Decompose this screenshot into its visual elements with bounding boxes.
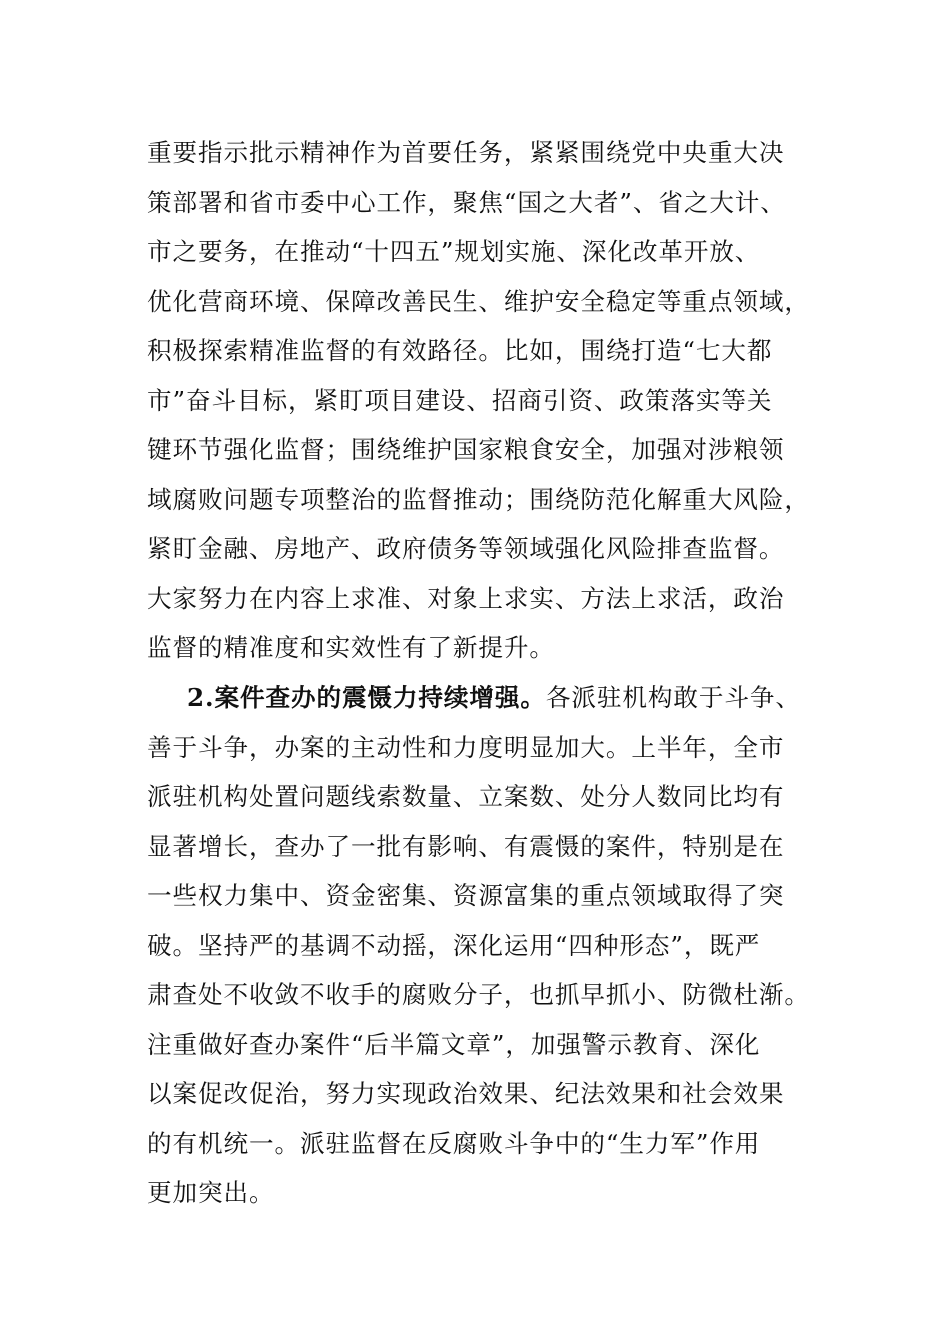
paragraph-line: 监督的精准度和实效性有了新提升。: [147, 633, 555, 662]
paragraph-line: 积极探索精准监督的有效路径。比如，围绕打造“七大都: [147, 336, 773, 365]
paragraph-line: 以案促改促治，努力实现政治效果、纪法效果和社会效果: [147, 1079, 785, 1108]
paragraph-line: 紧盯金融、房地产、政府债务等领域强化风险排查监督。: [147, 534, 785, 563]
paragraph-line: 显著增长，查办了一批有影响、有震慑的案件，特别是在: [147, 831, 785, 861]
paragraph-line: 键环节强化监督；围绕维护国家粮食安全，加强对涉粮领: [147, 435, 785, 464]
paragraph-line: 重要指示批示精神作为首要任务，紧紧围绕党中央重大决: [147, 138, 785, 167]
paragraph-line: 市之要务，在推动“十四五”规划实施、深化改革开放、: [147, 237, 761, 266]
paragraph-line: 市”奋斗目标，紧盯项目建设、招商引资、政策落实等关: [147, 385, 773, 415]
paragraph-line: 派驻机构处置问题线索数量、立案数、处分人数同比均有: [147, 782, 785, 811]
paragraph-line: 肃查处不收敛不收手的腐败分子，也抓早抓小、防微杜渐。: [147, 980, 810, 1009]
paragraph-line: 优化营商环境、保障改善民生、维护安全稳定等重点领域，: [147, 286, 810, 316]
paragraph-line: 的有机统一。派驻监督在反腐败斗争中的“生力军”作用: [147, 1128, 761, 1158]
paragraph-line: 策部署和省市委中心工作，聚焦“国之大者”、省之大计、: [147, 187, 786, 217]
paragraph-first-line: [147, 673, 837, 723]
paragraph-line: 破。坚持严的基调不动摇，深化运用“四种形态”，既严: [147, 930, 761, 960]
paragraph-line: 善于斗争，办案的主动性和力度明显加大。上半年，全市: [147, 732, 785, 762]
paragraph-line: 更加突出。: [147, 1178, 275, 1207]
paragraph-line: 大家努力在内容上求准、对象上求实、方法上求活，政治: [147, 583, 785, 613]
paragraph-political-supervision: [147, 128, 837, 673]
paragraph-case-handling: [147, 673, 837, 1218]
section-heading: 2.案件查办的震慑力持续增强。: [187, 683, 546, 712]
paragraph-line: 一些权力集中、资金密集、资源富集的重点领域取得了突: [147, 881, 785, 910]
paragraph-line: 注重做好查办案件“后半篇文章”，加强警示教育、深化: [147, 1029, 761, 1059]
heading-line-rest: 各派驻机构敢于斗争、: [545, 683, 801, 712]
paragraph-line: 域腐败问题专项整治的监督推动；围绕防范化解重大风险，: [147, 484, 810, 514]
